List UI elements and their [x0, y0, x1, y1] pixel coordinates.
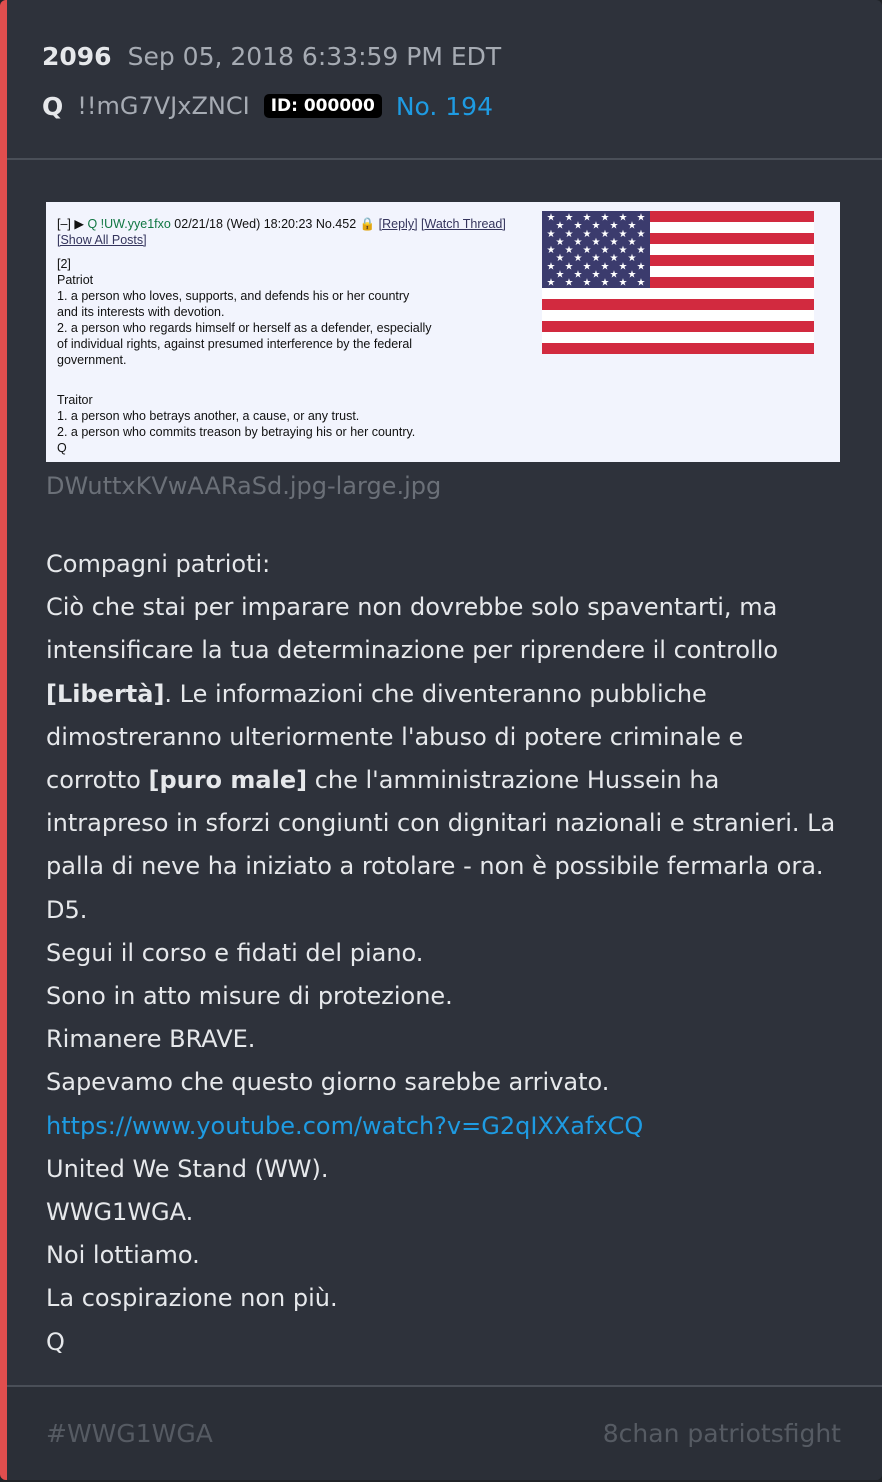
svg-text:★: ★ — [582, 212, 592, 224]
body-line — [46, 1105, 846, 1148]
svg-text:★: ★ — [564, 277, 574, 289]
attachment-text — [57, 216, 517, 456]
svg-text:★: ★ — [627, 253, 637, 265]
svg-text:★: ★ — [618, 228, 628, 240]
svg-text:★: ★ — [546, 245, 556, 256]
attachment-line: Q — [57, 441, 67, 455]
svg-text:★: ★ — [582, 245, 592, 256]
svg-text:★: ★ — [636, 228, 646, 240]
body-text: . Le informazioni che diventeranno pubbliche — [164, 679, 707, 708]
svg-text:★: ★ — [582, 261, 592, 273]
svg-text:★: ★ — [591, 236, 601, 248]
hashtag[interactable]: #WWG1WGA — [46, 1419, 213, 1448]
svg-text:★: ★ — [573, 269, 583, 281]
svg-text:★: ★ — [600, 212, 610, 224]
attachment-line: of individual rights, against presumed interference by the federal — [57, 337, 413, 351]
svg-text:★: ★ — [546, 277, 556, 289]
attachment-line: Traitor — [57, 393, 93, 407]
svg-text:★: ★ — [609, 253, 619, 265]
body-line: palla di neve ha iniziato a rotolare - non è possibile fermarla ora. — [46, 852, 824, 881]
svg-text:★: ★ — [573, 236, 583, 248]
svg-text:★: ★ — [627, 269, 637, 281]
us-flag-icon — [542, 211, 814, 354]
svg-text:★: ★ — [555, 253, 565, 265]
svg-text:★: ★ — [636, 261, 646, 273]
post-footer — [7, 1385, 882, 1480]
attachment-line: 2. a person who regards himself or herself as a defender, especially — [57, 321, 432, 335]
body-line: intrapreso in sforzi congiunti con dignitari nazionali e stranieri. La — [46, 809, 836, 838]
attachment-line: government. — [57, 353, 127, 367]
attachment-expand-marker: [–] ▶ — [57, 217, 88, 231]
svg-text:★: ★ — [564, 212, 574, 224]
svg-text:★: ★ — [564, 245, 574, 256]
post-number: 2096 — [42, 42, 112, 71]
post-number-link[interactable]: No. 194 — [395, 91, 493, 121]
attachment-filename[interactable]: DWuttxKVwAARaSd.jpg-large.jpg — [46, 472, 442, 500]
body-bold-liberta: [Libertà] — [46, 679, 165, 708]
body-line: Noi lottiamo. — [46, 1241, 200, 1270]
attachment-line: 1. a person who betrays another, a cause, or any trust. — [57, 409, 360, 423]
attachment-image[interactable] — [46, 202, 840, 462]
post-body — [46, 543, 846, 1364]
svg-text:★: ★ — [573, 220, 583, 232]
svg-text:★: ★ — [591, 220, 601, 232]
attachment-line: Patriot — [57, 273, 94, 287]
svg-text:★: ★ — [582, 277, 592, 289]
svg-text:★: ★ — [618, 212, 628, 224]
body-line — [46, 759, 846, 802]
body-line — [46, 673, 846, 716]
body-line: Compagni patrioti: — [46, 550, 271, 578]
attachment-line: and its interests with devotion. — [57, 305, 225, 319]
youtube-link[interactable]: https://www.youtube.com/watch?v=G2qIXXafxCQ — [46, 1111, 644, 1140]
svg-text:★: ★ — [582, 228, 592, 240]
post-header — [7, 0, 882, 160]
svg-text:★: ★ — [546, 212, 556, 224]
attachment-date: 02/21/18 (Wed) 18:20:23 No.452 🔒 — [170, 217, 379, 231]
svg-text:★: ★ — [546, 228, 556, 240]
svg-text:★: ★ — [636, 277, 646, 289]
svg-text:★: ★ — [555, 220, 565, 232]
body-line: Ciò che stai per imparare non dovrebbe solo spaventarti, ma — [46, 593, 778, 622]
svg-text:★: ★ — [600, 228, 610, 240]
svg-text:★: ★ — [636, 245, 646, 256]
svg-text:★: ★ — [609, 236, 619, 248]
svg-text:★: ★ — [627, 236, 637, 248]
svg-text:★: ★ — [627, 220, 637, 232]
body-line: dimostreranno ulteriormente l'abuso di potere criminale e — [46, 722, 744, 751]
source-label: 8chan patriotsfight — [602, 1419, 841, 1448]
body-text: che l'amministrazione Hussein ha — [307, 766, 720, 795]
body-line: Rimanere BRAVE. — [46, 1025, 256, 1054]
attachment-line: [2] — [57, 257, 71, 271]
svg-text:★: ★ — [636, 212, 646, 224]
attachment-watch-link: [Watch Thread] — [421, 217, 506, 231]
attachment-show-posts-link: [Show All Posts] — [57, 233, 147, 247]
svg-text:★: ★ — [573, 253, 583, 265]
body-line: Sapevamo che questo giorno sarebbe arrivato. — [46, 1068, 610, 1097]
body-line: Sono in atto misure di protezione. — [46, 982, 453, 1011]
svg-text:★: ★ — [618, 245, 628, 256]
body-line: intensificare la tua determinazione per riprendere il controllo — [46, 636, 779, 665]
svg-text:★: ★ — [591, 269, 601, 281]
svg-text:★: ★ — [546, 261, 556, 273]
svg-text:★: ★ — [555, 269, 565, 281]
body-text: corrotto — [46, 766, 149, 795]
body-line: United We Stand (WW). — [46, 1154, 329, 1183]
body-line: WWG1WGA. — [46, 1198, 194, 1227]
attachment-author: Q !UW.yye1fxo — [87, 217, 171, 231]
post-author: Q — [42, 91, 64, 121]
svg-text:★: ★ — [555, 236, 565, 248]
body-line: Segui il corso e fidati del piano. — [46, 938, 424, 967]
svg-text:★: ★ — [591, 253, 601, 265]
body-line: Q — [46, 1327, 65, 1356]
svg-text:★: ★ — [564, 228, 574, 240]
svg-text:★: ★ — [609, 269, 619, 281]
svg-text:★: ★ — [564, 261, 574, 273]
svg-text:★: ★ — [600, 261, 610, 273]
svg-text:★: ★ — [609, 220, 619, 232]
svg-text:★: ★ — [600, 277, 610, 289]
svg-text:★: ★ — [600, 245, 610, 256]
body-bold-puro-male: [puro male] — [148, 766, 308, 795]
attachment-line: 1. a person who loves, supports, and defends his or her country — [57, 289, 410, 303]
body-line: La cospirazione non più. — [46, 1284, 338, 1313]
attachment-reply-link: [Reply] — [378, 217, 418, 231]
post-timestamp: Sep 05, 2018 6:33:59 PM EDT — [127, 42, 502, 71]
attachment-post-header — [57, 216, 517, 248]
post-tripcode: !!mG7VJxZNCI — [77, 92, 250, 120]
svg-text:★: ★ — [618, 261, 628, 273]
body-line: D5. — [46, 895, 88, 924]
id-badge: ID: 000000 — [264, 94, 382, 118]
svg-text:★: ★ — [618, 277, 628, 289]
attachment-line: 2. a person who commits treason by betraying his or her country. — [57, 425, 416, 439]
